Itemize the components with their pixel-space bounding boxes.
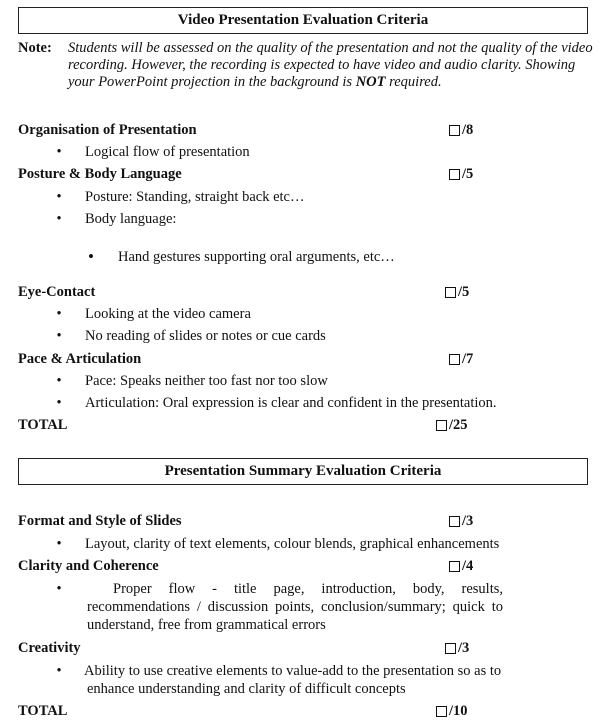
- score-value: /25: [449, 417, 468, 433]
- score-value: /5: [458, 284, 470, 300]
- score-value: /5: [462, 166, 474, 182]
- bullet-text: Articulation: Oral expression is clear and confident in the presentation.: [85, 395, 497, 411]
- note-text-emph: NOT: [355, 74, 386, 90]
- criterion-eye-contact: Eye-Contact: [18, 284, 96, 300]
- list-item: [0, 535, 600, 553]
- score-value: /7: [462, 351, 474, 367]
- bullet-text: Ability to use creative elements to value-add to the presentation so as to enhance understanding and clarity of difficult concepts: [84, 663, 502, 697]
- bullet-icon: •: [56, 306, 62, 322]
- total-label: TOTAL: [18, 417, 68, 433]
- score-value: /3: [458, 640, 470, 656]
- checkbox-icon: [436, 420, 447, 431]
- bullet-icon: •: [88, 247, 94, 266]
- score-pace: [449, 350, 473, 368]
- checkbox-icon: [449, 354, 460, 365]
- bullet-text: Hand gestures supporting oral arguments, etc…: [118, 249, 395, 265]
- bullet-text: Layout, clarity of text elements, colour blends, graphical enhancements: [85, 536, 500, 552]
- section1-title: Video Presentation Evaluation Criteria: [177, 12, 429, 28]
- section2-title: Presentation Summary Evaluation Criteria: [164, 463, 442, 479]
- bullet-icon: •: [56, 395, 62, 411]
- bullet-text: Logical flow of presentation: [85, 144, 250, 160]
- bullet-icon: •: [56, 189, 62, 205]
- bullet-icon: •: [56, 581, 62, 597]
- checkbox-icon: [449, 561, 460, 572]
- checkbox-icon: [449, 125, 460, 136]
- criterion-clarity: Clarity and Coherence: [18, 558, 159, 574]
- checkbox-icon: [445, 643, 456, 654]
- list-item: [0, 327, 600, 345]
- bullet-icon: •: [56, 373, 62, 389]
- checkbox-icon: [445, 287, 456, 298]
- score-posture: [449, 165, 473, 183]
- criterion-format: Format and Style of Slides: [18, 513, 182, 529]
- criterion-organisation: Organisation of Presentation: [18, 122, 197, 138]
- checkbox-icon: [449, 169, 460, 180]
- bullet-text: Looking at the video camera: [85, 306, 251, 322]
- score-value: /10: [449, 703, 468, 719]
- bullet-text: Pace: Speaks neither too fast nor too slow: [85, 373, 328, 389]
- criterion-creativity: Creativity: [18, 640, 81, 656]
- note-text-before: Students will be assessed on the quality of the presentation and not the quality of the video recording. However, the recording is expected to have video and audio clarity. Showing your PowerPoint projection in the background is: [68, 40, 593, 90]
- note-text-after: required.: [385, 74, 442, 90]
- list-item: [0, 188, 600, 206]
- bullet-icon: •: [56, 328, 62, 344]
- criterion-pace: Pace & Articulation: [18, 351, 142, 367]
- score-organisation: [449, 121, 473, 139]
- checkbox-icon: [449, 516, 460, 527]
- score-creativity: [445, 639, 469, 657]
- bullet-icon: •: [56, 144, 62, 160]
- total-label: TOTAL: [18, 703, 68, 719]
- total-score: [436, 416, 468, 434]
- list-item: [0, 305, 600, 323]
- note-label: Note:: [18, 40, 52, 56]
- score-value: /3: [462, 513, 474, 529]
- list-item: [0, 143, 600, 161]
- bullet-icon: •: [56, 663, 62, 679]
- bullet-text: No reading of slides or notes or cue cards: [85, 328, 326, 344]
- total-score: [436, 702, 468, 720]
- sub-list-item: [0, 248, 600, 266]
- bullet-icon: •: [56, 536, 62, 552]
- bullet-text: Body language:: [85, 211, 177, 227]
- list-item: [0, 210, 600, 228]
- score-value: /4: [462, 558, 474, 574]
- list-item: [0, 394, 600, 412]
- bullet-text: Proper flow - title page, introduction, body, results, recommendations / discussion points, conclusion/summary; quick to understand, free from grammatical errors: [87, 581, 503, 633]
- bullet-text: Posture: Standing, straight back etc…: [85, 189, 305, 205]
- checkbox-icon: [436, 706, 447, 717]
- list-item: [0, 372, 600, 390]
- score-clarity: [449, 557, 473, 575]
- score-format: [449, 512, 473, 530]
- section2-title-box: [18, 458, 588, 485]
- score-eye-contact: [445, 283, 469, 301]
- bullet-icon: •: [56, 211, 62, 227]
- note-text: [68, 40, 598, 91]
- section1-title-box: [18, 7, 588, 34]
- criterion-posture: Posture & Body Language: [18, 166, 182, 182]
- score-value: /8: [462, 122, 474, 138]
